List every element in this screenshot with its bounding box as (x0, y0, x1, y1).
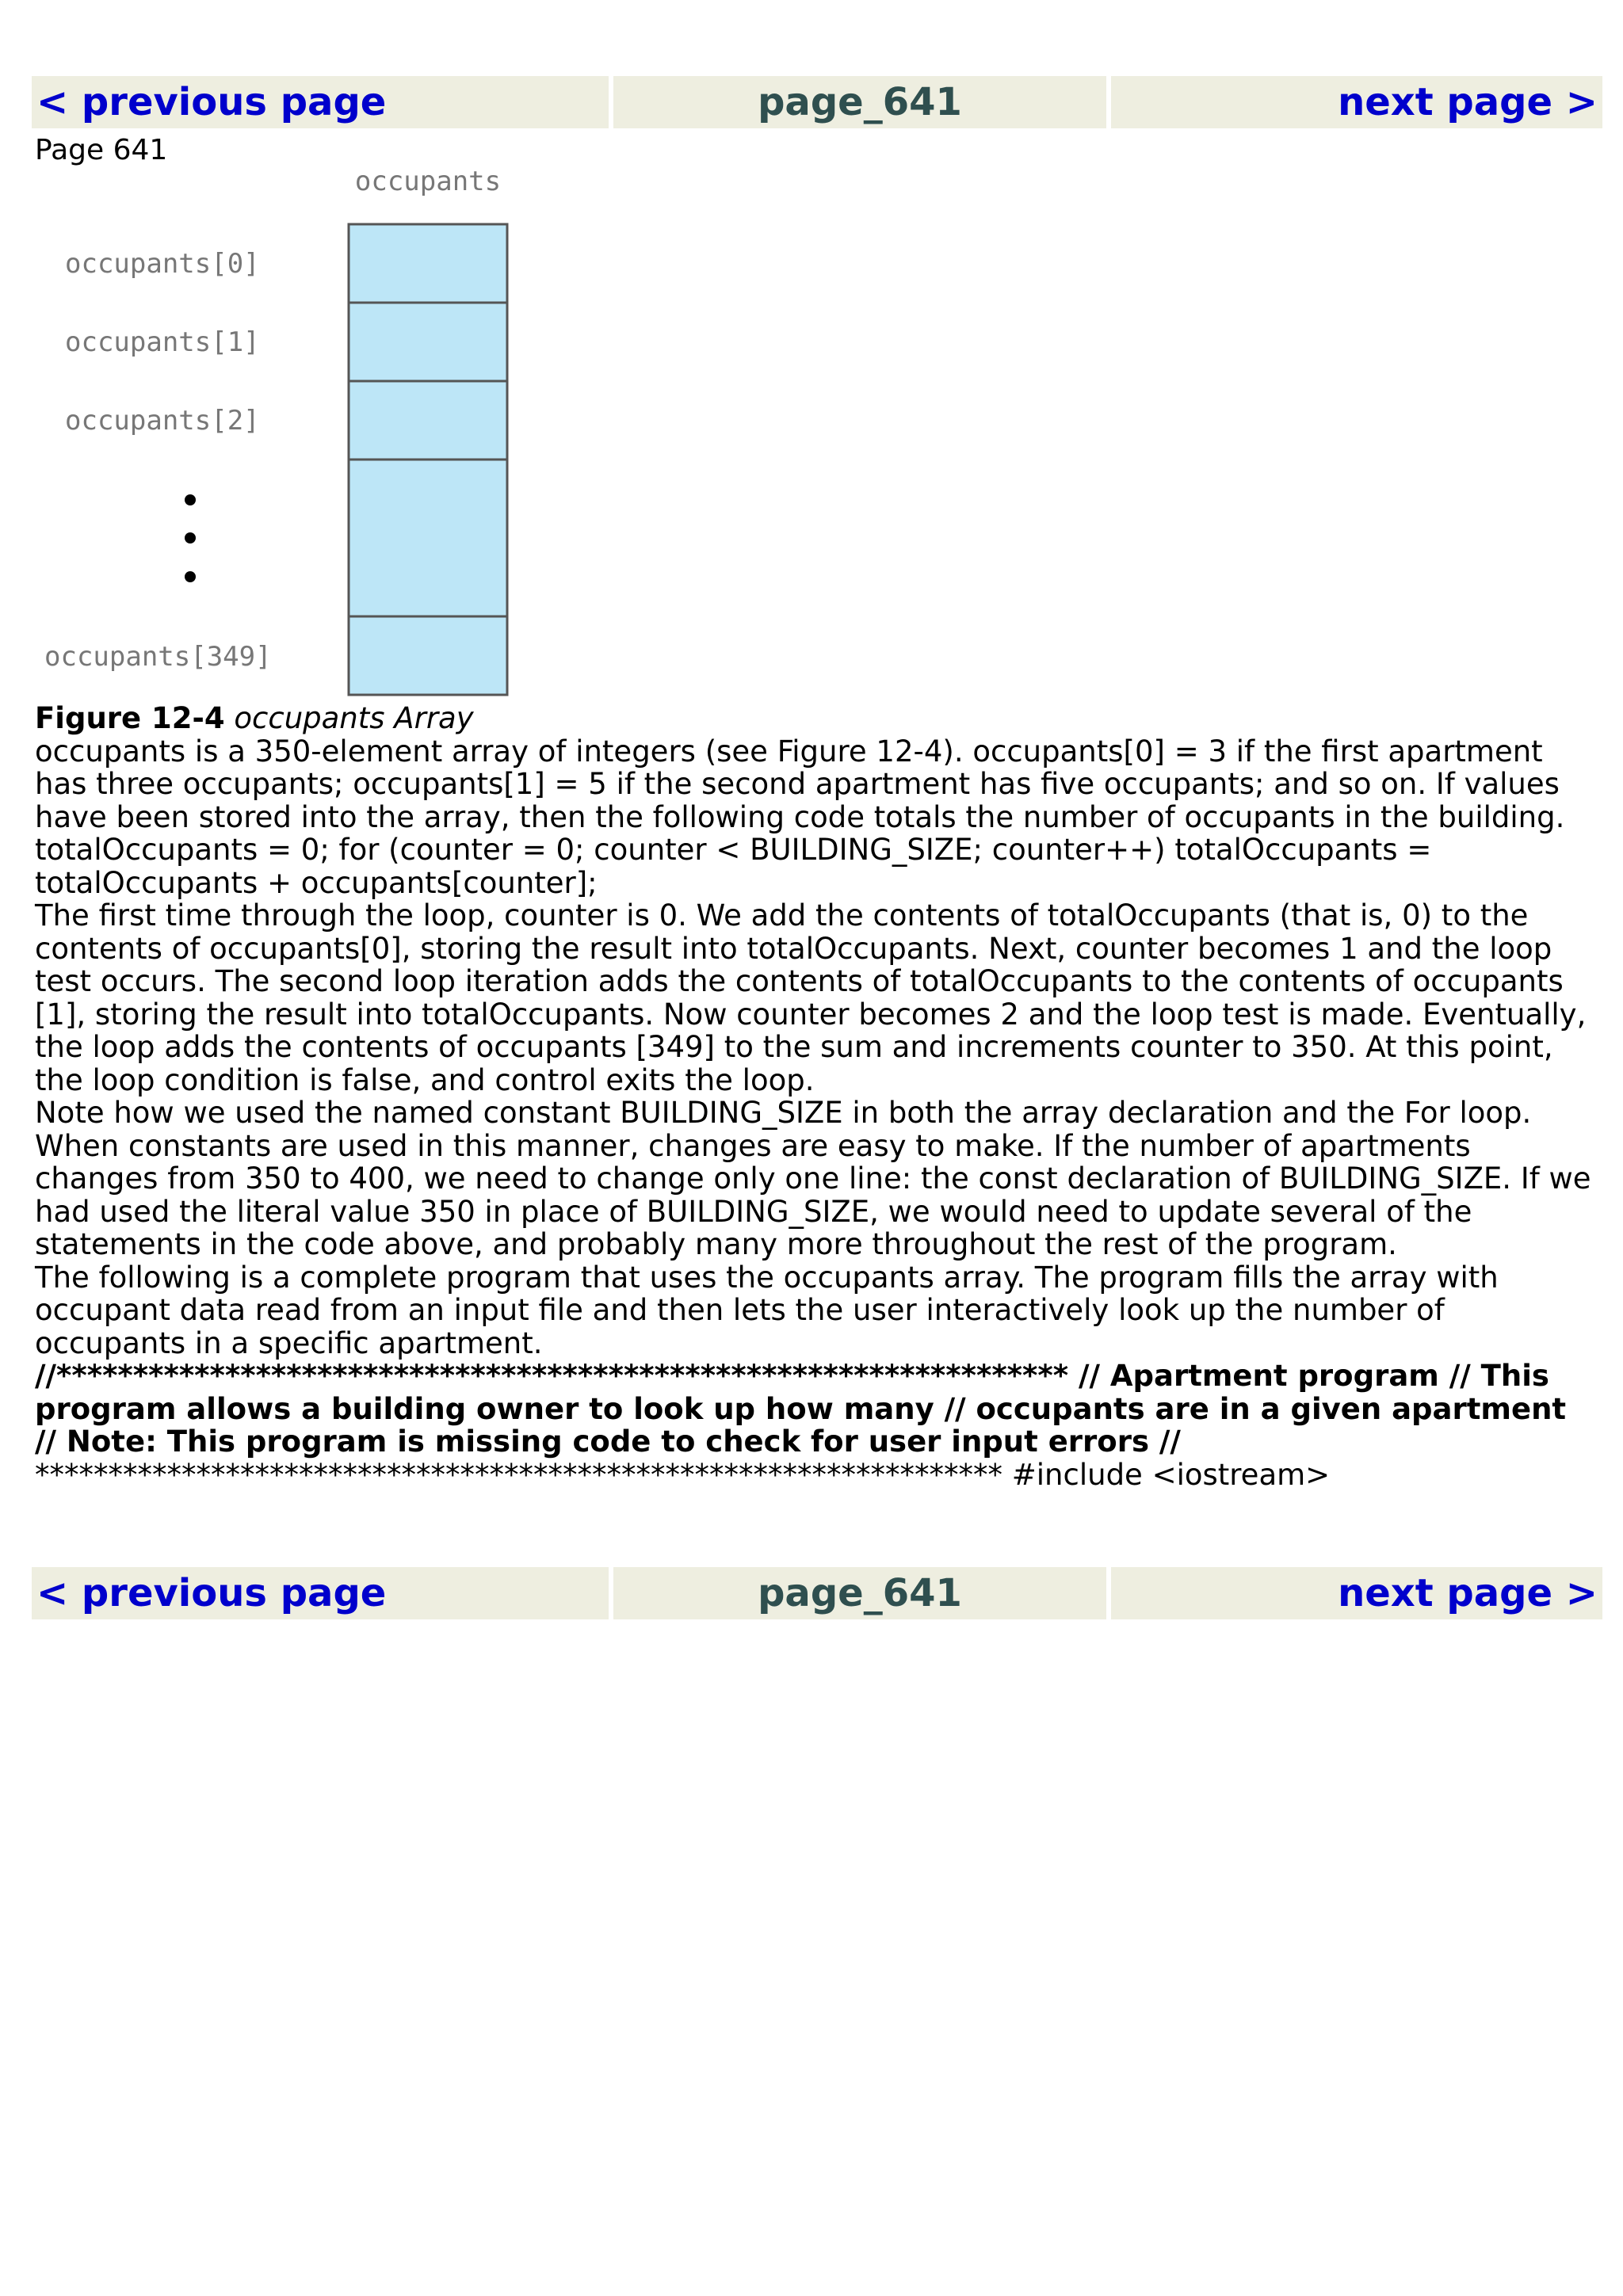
next-page-link[interactable]: next page > (1111, 1567, 1602, 1619)
array-cell-0 (349, 224, 507, 303)
page-body (35, 702, 1596, 1491)
array-cell-ellipsis (349, 460, 507, 616)
ellipsis-dot (185, 494, 196, 505)
next-page-link[interactable]: next page > (1111, 76, 1602, 128)
previous-page-link[interactable]: < previous page (32, 76, 609, 128)
page-number: Page 641 (35, 134, 168, 166)
code-include: ****************************************************************** #include <iostream> (35, 1457, 1331, 1492)
figure-caption (35, 702, 1596, 735)
array-diagram (32, 163, 539, 702)
element-label-1: occupants[1] (65, 326, 260, 358)
code-block (35, 1360, 1596, 1491)
page-id-label: page_641 (613, 76, 1106, 128)
page-id-label: page_641 (613, 1567, 1106, 1619)
paragraph: The following is a complete program that uses the occupants array. The program fills the array with occupant data read from an input file and then lets the user interactively look up the number of occupants in a specific apartment. (35, 1260, 1499, 1360)
array-cell-1 (349, 303, 507, 381)
element-label-0: occupants[0] (65, 248, 260, 280)
element-label-2: occupants[2] (65, 405, 260, 437)
paragraph: occupants is a 350-element array of integers (see Figure 12-4). occupants[0] = 3 if the first apartment has three occupants; occupants[1] = 5 if the second apartment has five occupants; and so on. If values have been stored into the array, then the following code totals the number of occupants in the building. totalOccupants = 0; for (counter = 0; counter < BUILDING_SIZE; counter++) totalOccupants = totalOccupants + occupants[counter]; (35, 734, 1565, 900)
array-figure (32, 163, 539, 702)
array-cell-2 (349, 381, 507, 460)
ellipsis-dot (185, 532, 196, 543)
paragraph: Note how we used the named constant BUILDING_SIZE in both the array declaration and the For loop. When constants are used in this manner, changes are easy to make. If the number of apartments changes from 350 to 400, we need to change only one line: the const declaration of BUILDING_SIZE. If we had used the literal value 350 in place of BUILDING_SIZE, we would need to update several of the statements in the code above, and probably many more throughout the rest of the program. (35, 1096, 1591, 1261)
previous-page-link[interactable]: < previous page (32, 1567, 609, 1619)
figure-number: Figure 12-4 (35, 701, 225, 735)
bottom-navigation (32, 1567, 1602, 1619)
top-navigation (32, 76, 1602, 128)
element-label-349: occupants[349] (44, 641, 272, 673)
array-cell-349 (349, 616, 507, 695)
figure-title: occupants Array (234, 701, 474, 735)
ellipsis-dot (185, 571, 196, 582)
array-name-label: occupants (354, 166, 502, 197)
code-comment-header: //****************************************************************** // Apartment program // This program allows a building owner to look up how many // occupants are in a given apartment // Note: This program is missing code to check for user input errors // (35, 1359, 1567, 1459)
paragraph: The first time through the loop, counter is 0. We add the contents of totalOccupants (that is, 0) to the contents of occupants[0], storing the result into totalOccupants. Next, counter becomes 1 and the loop test occurs. The second loop iteration adds the contents of totalOccupants to the contents of occupants [1], storing the result into totalOccupants. Now counter becomes 2 and the loop test is made. Eventually, the loop adds the contents of occupants [349] to the sum and increments counter to 350. At this point, the loop condition is false, and control exits the loop. (35, 898, 1587, 1097)
